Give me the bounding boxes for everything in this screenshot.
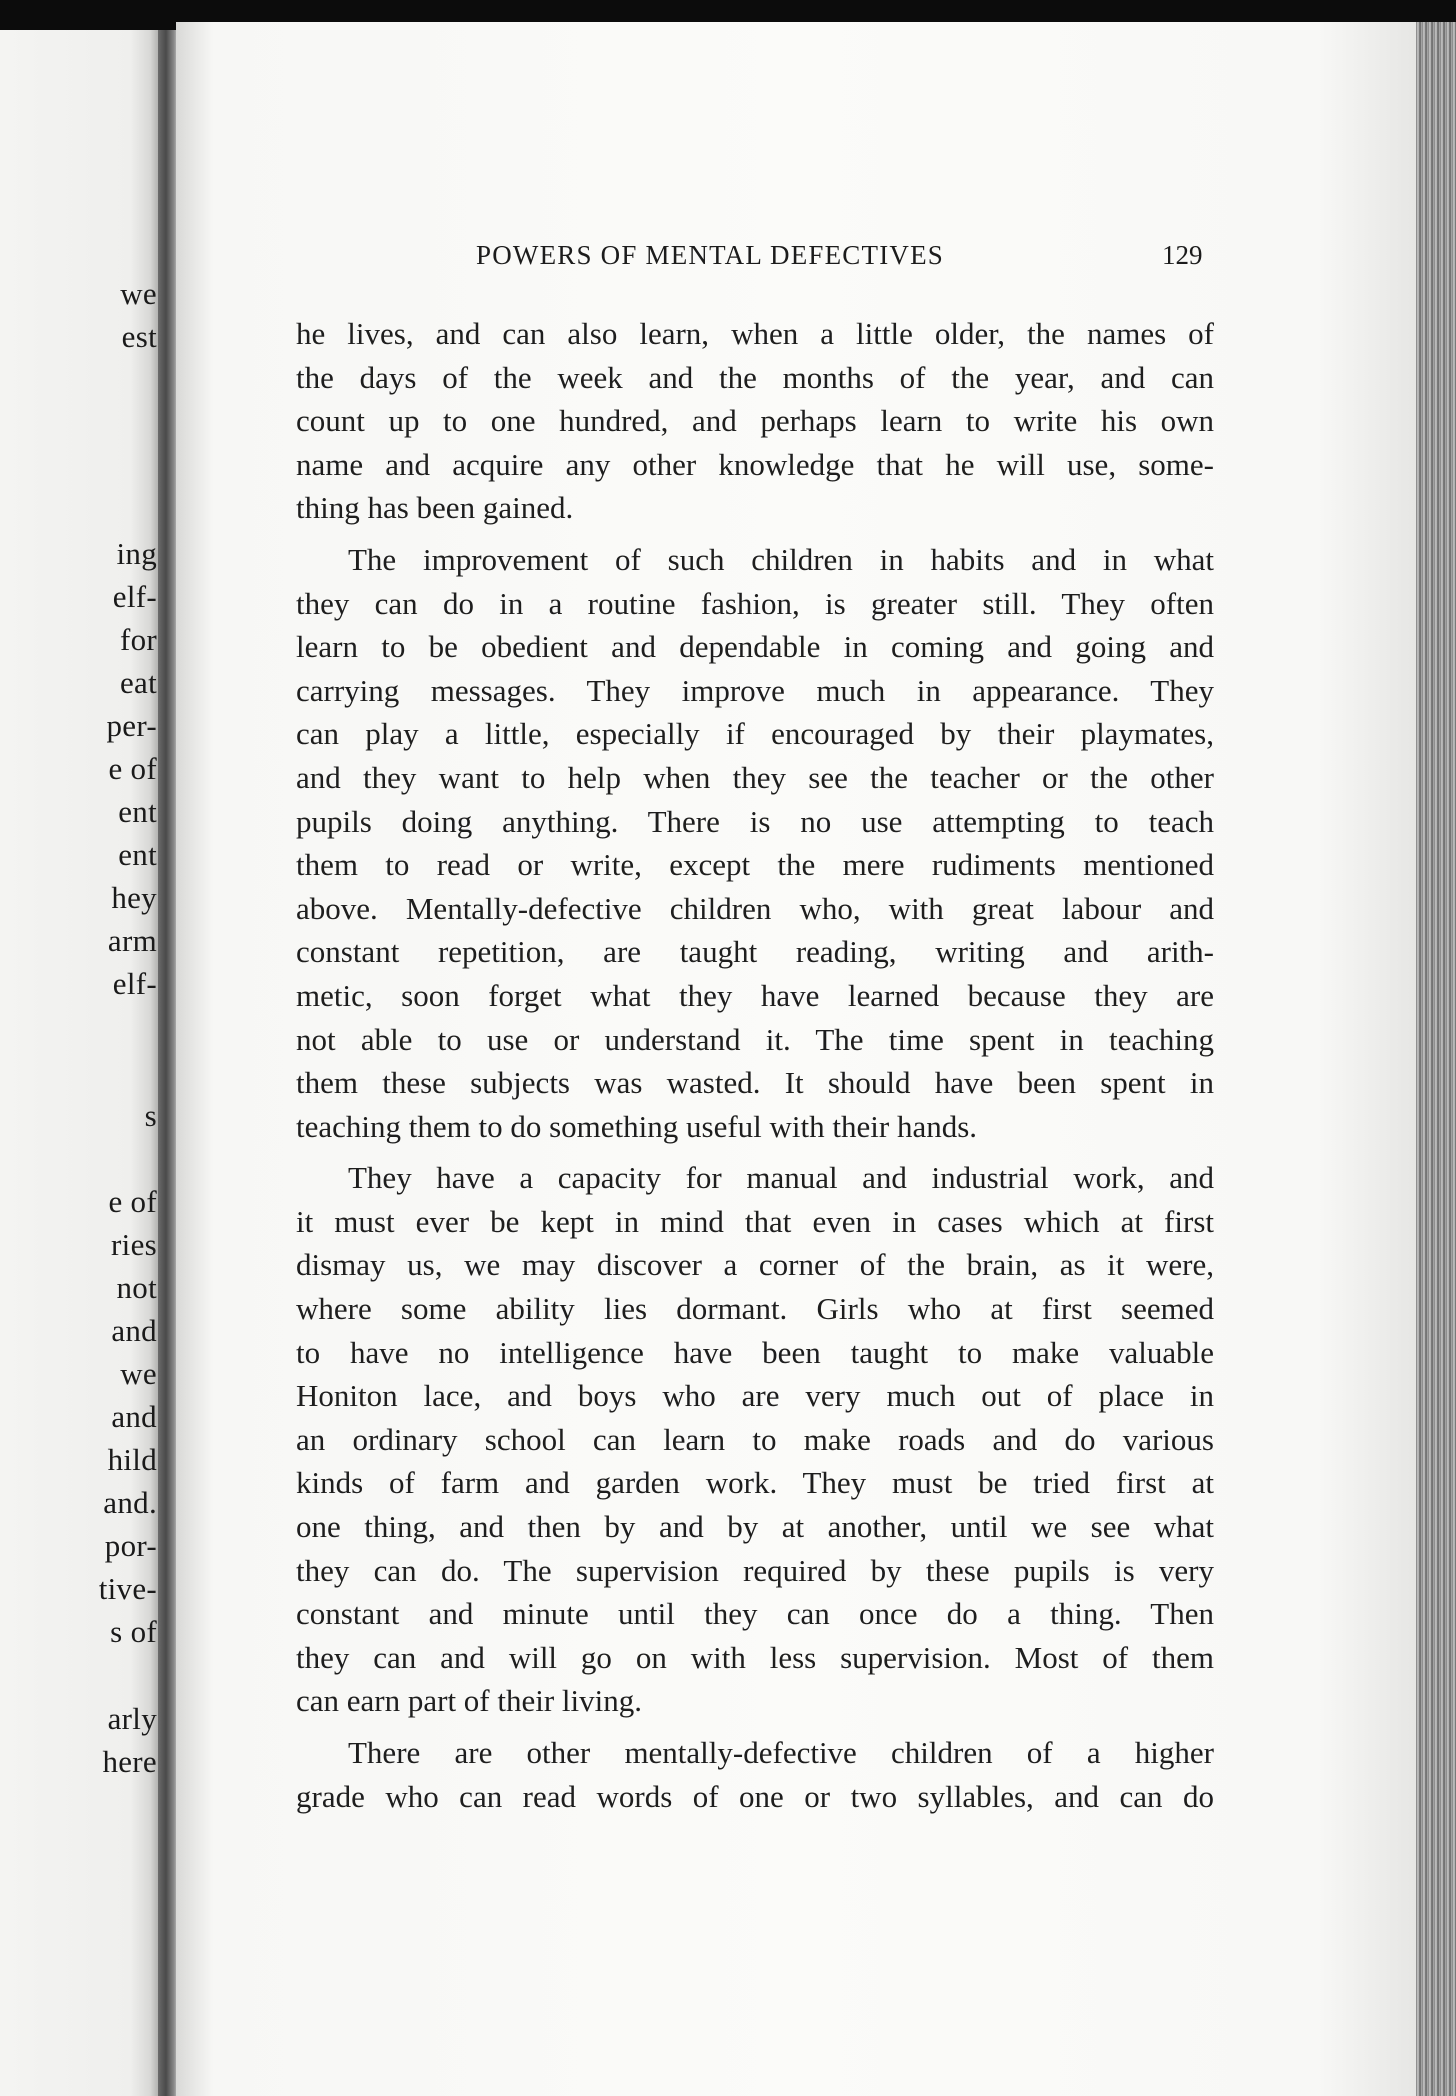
running-head: POWERS OF MENTAL DEFECTIVES (476, 240, 944, 270)
paragraph (296, 1731, 1214, 1818)
paragraph (296, 312, 1214, 530)
book-page (176, 22, 1416, 2096)
text-line: They have a capacity for manual and industrial work, and (348, 1160, 1214, 1196)
text-line: where some ability lies dormant. Girls who at first seemed (296, 1291, 1214, 1327)
left-page-text-fragment: elf- (112, 579, 157, 614)
text-line: teaching them to do something useful with their hands. (296, 1108, 978, 1144)
left-page-text-fragment: ent (118, 837, 157, 872)
left-page-text-fragment: for (119, 622, 157, 657)
text-line: carrying messages. They improve much in appearance. They (296, 672, 1214, 708)
text-line: it must ever be kept in mind that even in cases which at first (296, 1203, 1214, 1239)
left-page-text-fragment: not (116, 1270, 157, 1305)
left-page-text-fragment: and (111, 1313, 157, 1348)
text-line: count up to one hundred, and perhaps learn to write his own (296, 403, 1214, 439)
left-page-text-fragment: e of (108, 751, 157, 786)
paragraph (296, 538, 1214, 1148)
left-page-text-fragment: elf- (112, 966, 157, 1001)
left-page-text-fragment: ing (116, 536, 157, 571)
text-line: them these subjects was wasted. It should have been spent in (296, 1065, 1214, 1101)
text-line: above. Mentally-defective children who, with great labour and (296, 890, 1214, 926)
left-page-fragment (0, 30, 163, 2096)
body-text (296, 312, 1214, 1826)
left-page-text-fragment: per- (106, 708, 157, 743)
text-line: metic, soon forget what they have learned because they are (296, 977, 1214, 1013)
text-line: they can and will go on with less supervision. Most of them (296, 1639, 1214, 1675)
text-line: dismay us, we may discover a corner of the brain, as it were, (296, 1247, 1214, 1283)
left-page-text-fragment: here (102, 1744, 157, 1779)
text-line: and they want to help when they see the teacher or the other (296, 759, 1214, 795)
text-line: The improvement of such children in habits and in what (348, 541, 1214, 577)
left-page-text-fragment: arm (107, 923, 157, 958)
left-page-text-fragment: we (120, 276, 157, 311)
text-line: There are other mentally-defective children of a higher (348, 1735, 1214, 1770)
text-line: them to read or write, except the mere rudiments mentioned (296, 847, 1214, 883)
left-page-text-fragment: ries (111, 1227, 157, 1262)
text-line: thing has been gained. (296, 490, 574, 526)
left-page-text-fragment: we (120, 1356, 157, 1391)
text-line: not able to use or understand it. The time spent in teaching (296, 1021, 1214, 1057)
text-line: to have no intelligence have been taught to make valuable (296, 1334, 1214, 1370)
left-page-text-fragment: ent (118, 794, 157, 829)
page-header (176, 240, 1416, 284)
book-gutter (158, 30, 178, 2096)
text-line: constant repetition, are taught reading, writing and arith- (296, 934, 1214, 970)
left-page-text-fragment: s (144, 1098, 157, 1133)
text-line: the days of the week and the months of the year, and can (296, 359, 1214, 395)
paragraph (296, 1156, 1214, 1723)
text-line: name and acquire any other knowledge that he will use, some- (296, 446, 1214, 482)
text-line: can play a little, especially if encouraged by their playmates, (296, 716, 1214, 752)
left-page-text-fragment: hild (107, 1442, 157, 1477)
left-page-text-fragment: e of (108, 1184, 157, 1219)
text-line: an ordinary school can learn to make roads and do various (296, 1421, 1214, 1457)
left-page-text-fragment: eat (119, 665, 157, 700)
page-number: 129 (1162, 240, 1203, 270)
text-line: kinds of farm and garden work. They must be tried first at (296, 1465, 1214, 1501)
text-line: they can do in a routine fashion, is greater still. They often (296, 585, 1214, 621)
text-line: constant and minute until they can once do a thing. Then (296, 1596, 1214, 1632)
text-line: learn to be obedient and dependable in coming and going and (296, 629, 1214, 665)
text-line: can earn part of their living. (296, 1683, 643, 1719)
left-page-text-fragment: tive- (98, 1571, 157, 1606)
text-line: pupils doing anything. There is no use attempting to teach (296, 803, 1214, 839)
left-page-text-fragment: and (111, 1399, 157, 1434)
text-line: he lives, and can also learn, when a little older, the names of (296, 316, 1214, 351)
text-line: Honiton lace, and boys who are very much out of place in (296, 1378, 1214, 1414)
text-line: grade who can read words of one or two syllables, and can do (296, 1778, 1214, 1814)
page-edge (1416, 22, 1456, 2096)
left-page-text-fragment: est (121, 319, 157, 354)
text-line: one thing, and then by and by at another, until we see what (296, 1509, 1214, 1545)
left-page-text-fragment: hey (111, 880, 157, 915)
left-page-text-fragment: arly (107, 1701, 157, 1736)
text-line: they can do. The supervision required by these pupils is very (296, 1552, 1214, 1588)
left-page-text-fragment: s of (110, 1614, 157, 1649)
left-page-text-fragment: and. (103, 1485, 157, 1520)
left-page-text-fragment: por- (104, 1528, 157, 1563)
